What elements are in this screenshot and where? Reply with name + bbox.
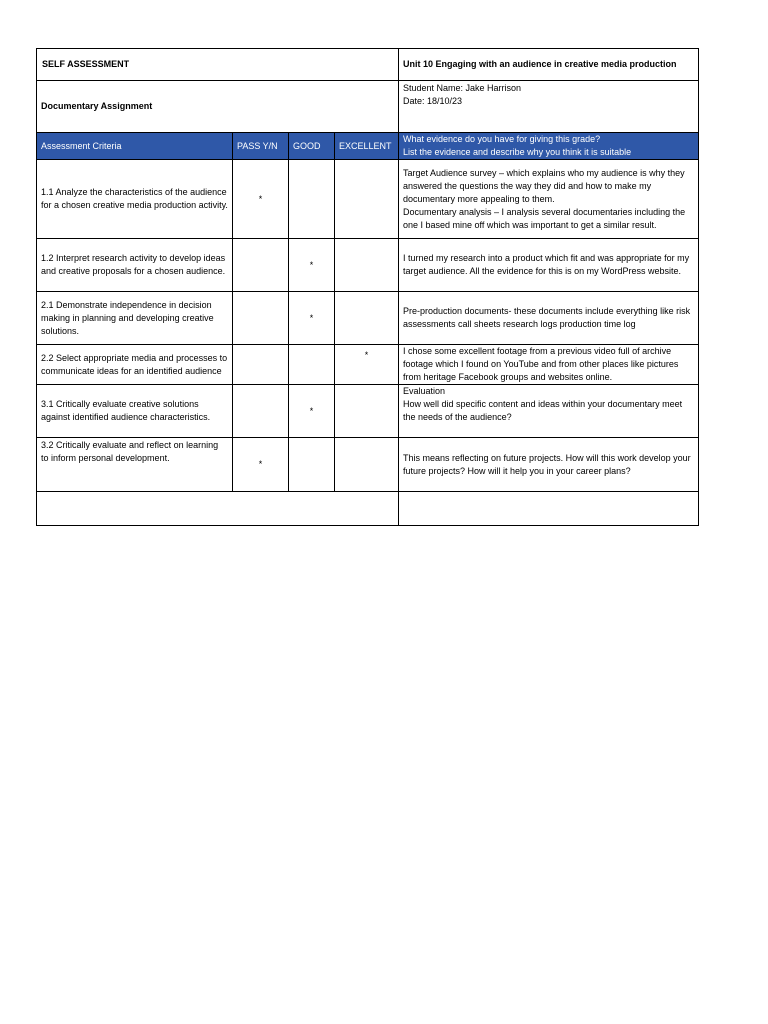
empty-cell — [37, 492, 399, 526]
excellent-mark: * — [335, 345, 399, 385]
header-excellent: EXCELLENT — [335, 133, 399, 160]
criterion-cell: 3.2 Critically evaluate and reflect on learning to inform personal development. — [37, 438, 233, 492]
pass-mark — [233, 292, 289, 345]
empty-footer-row — [37, 492, 699, 526]
assessment-date: Date: 18/10/23 — [403, 96, 463, 106]
evidence-cell — [399, 438, 699, 492]
evidence-heading: Evaluation — [403, 386, 446, 396]
criterion-cell: 2.2 Select appropriate media and processes to communicate ideas for an identified audience — [37, 345, 233, 385]
good-mark — [289, 345, 335, 385]
header-pass: PASS Y/N — [233, 133, 289, 160]
excellent-mark — [335, 239, 399, 292]
header-evidence — [399, 133, 699, 160]
excellent-mark — [335, 438, 399, 492]
excellent-mark — [335, 385, 399, 438]
pass-mark: * — [233, 438, 289, 492]
page-title: SELF ASSESSMENT — [37, 49, 399, 81]
pass-mark — [233, 345, 289, 385]
pass-mark — [233, 385, 289, 438]
student-info — [399, 81, 699, 133]
criterion-cell: 1.2 Interpret research activity to develop ideas and creative proposals for a chosen audience. — [37, 239, 233, 292]
table-row — [37, 160, 699, 239]
good-mark — [289, 160, 335, 239]
good-mark — [289, 438, 335, 492]
table-row — [37, 345, 699, 385]
pass-mark — [233, 239, 289, 292]
pass-mark: * — [233, 160, 289, 239]
empty-cell — [399, 492, 699, 526]
header-evidence-instruction: List the evidence and describe why you think it is suitable — [403, 147, 632, 157]
evidence-cell — [399, 385, 699, 438]
evidence-cell — [399, 239, 699, 292]
evidence-cell — [399, 160, 699, 239]
criterion-cell: 1.1 Analyze the characteristics of the audience for a chosen creative media production activity. — [37, 160, 233, 239]
unit-title: Unit 10 Engaging with an audience in creative media production — [399, 49, 699, 81]
evidence-cell — [399, 345, 699, 385]
evidence-text: I turned my research into a product which fit and was appropriate for my target audience. All the evidence for this is on my WordPress website. — [403, 253, 690, 276]
student-name: Student Name: Jake Harrison — [403, 83, 522, 93]
evidence-text: This means reflecting on future projects. How will this work develop your future projects? How will it help you in your career plans? — [403, 452, 691, 476]
good-mark: * — [289, 292, 335, 345]
good-mark: * — [289, 385, 335, 438]
criterion-cell: 2.1 Demonstrate independence in decision making in planning and developing creative solutions. — [37, 292, 233, 345]
header-good: GOOD — [289, 133, 335, 160]
evidence-text: I chose some excellent footage from a previous video full of archive footage which I found on YouTube and from other places like pictures from heritage Facebook groups and websites online. — [403, 346, 679, 382]
excellent-mark — [335, 292, 399, 345]
evidence-text: Documentary analysis – I analysis several documentaries including the one I based mine off which was important to get a similar result. — [403, 206, 686, 230]
good-mark: * — [289, 239, 335, 292]
table-row — [37, 292, 699, 345]
excellent-mark — [335, 160, 399, 239]
table-row — [37, 438, 699, 492]
evidence-text: Target Audience survey – which explains who my audience is why they answered the questions the way they did and how to make my documentary more appealing to them. — [403, 167, 685, 204]
criterion-cell: 3.1 Critically evaluate creative solutions against identified audience characteristics. — [37, 385, 233, 438]
header-evidence-question: What evidence do you have for giving this grade? — [403, 134, 601, 144]
evidence-cell — [399, 292, 699, 345]
table-header-row — [37, 133, 699, 160]
evidence-text: How well did specific content and ideas within your documentary meet the needs of the audience? — [403, 399, 683, 422]
evidence-text: Pre-production documents- these documents include everything like risk assessments call sheets research logs production time log — [403, 306, 691, 329]
table-row — [37, 239, 699, 292]
header-criteria: Assessment Criteria — [37, 133, 233, 160]
table-row — [37, 385, 699, 438]
assignment-title: Documentary Assignment — [37, 81, 399, 133]
self-assessment-table — [36, 48, 699, 526]
